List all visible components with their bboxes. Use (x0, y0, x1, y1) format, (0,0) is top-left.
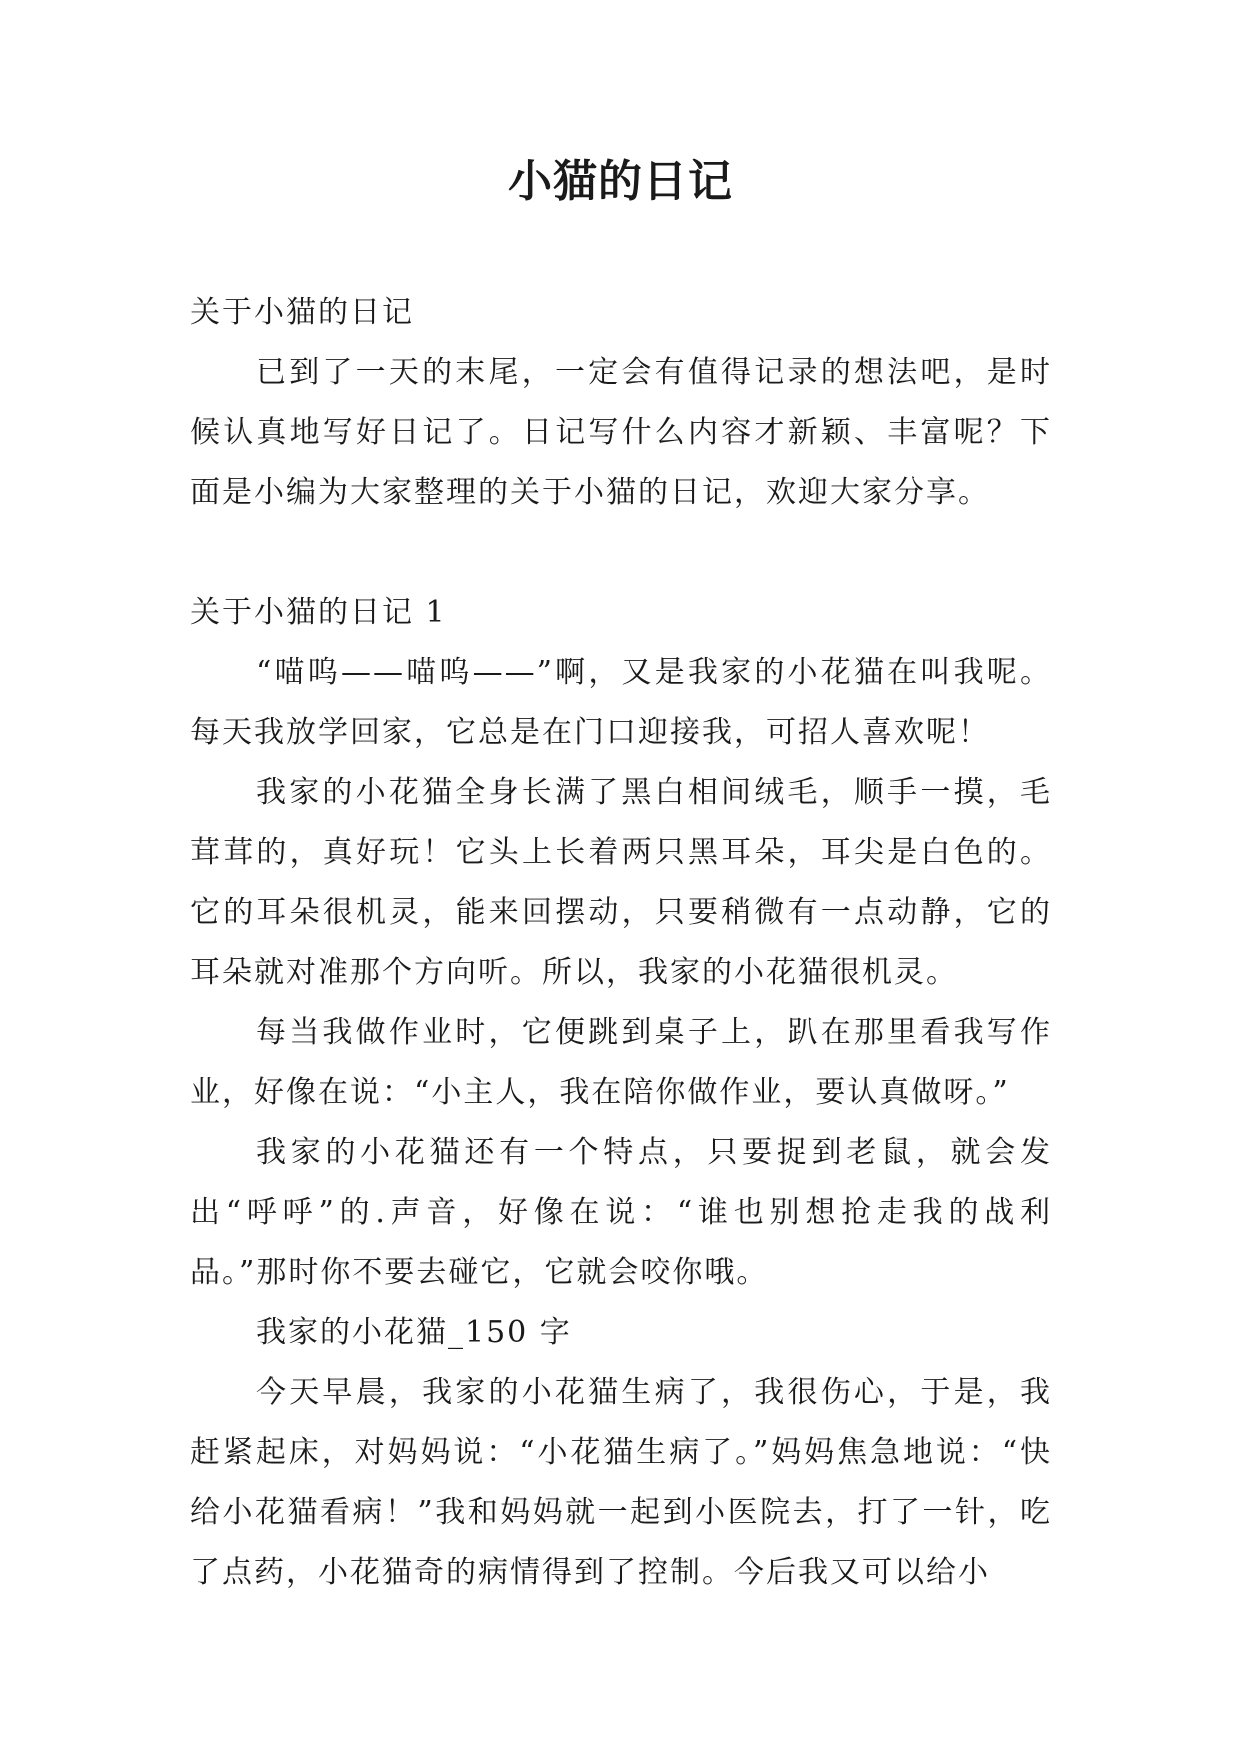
paragraph: “喵呜——喵呜——”啊，又是我家的小花猫在叫我呢。每天我放学回家，它总是在门口迎接我，可招人喜欢呢！ (190, 655, 1052, 750)
paragraph: 我家的小花猫还有一个特点，只要捉到老鼠，就会发出“呼呼”的.声音，好像在说：“谁也别想抢走我的战利品。”那时你不要去碰它，它就会咬你哦。 (190, 1135, 1052, 1290)
document-body (190, 283, 1052, 1603)
paragraph: 今天早晨，我家的小花猫生病了，我很伤心，于是，我赶紧起床，对妈妈说：“小花猫生病了。”妈妈焦急地说：“快给小花猫看病！”我和妈妈就一起到小医院去，打了一针，吃了点药，小花猫奇的病情得到了控制。今后我又可以给小 (190, 1375, 1052, 1590)
intro-paragraph: 已到了一天的末尾，一定会有值得记录的想法吧，是时候认真地写好日记了。日记写什么内容才新颖、丰富呢？下面是小编为大家整理的关于小猫的日记，欢迎大家分享。 (190, 355, 1052, 510)
section-heading: 关于小猫的日记 1 (190, 595, 447, 630)
intro-heading: 关于小猫的日记 (190, 295, 414, 330)
document-title: 小猫的日记 (508, 156, 733, 207)
paragraph: 我家的小花猫全身长满了黑白相间绒毛，顺手一摸，毛茸茸的，真好玩！它头上长着两只黑耳朵，耳尖是白色的。它的耳朵很机灵，能来回摆动，只要稍微有一点动静，它的耳朵就对准那个方向听。所以，我家的小花猫很机灵。 (190, 775, 1052, 990)
subheading-paragraph: 我家的小花猫_150 字 (256, 1315, 572, 1350)
section-spacer (190, 523, 1052, 583)
paragraph: 每当我做作业时，它便跳到桌子上，趴在那里看我写作业，好像在说：“小主人，我在陪你做作业，要认真做呀。” (190, 1015, 1052, 1110)
